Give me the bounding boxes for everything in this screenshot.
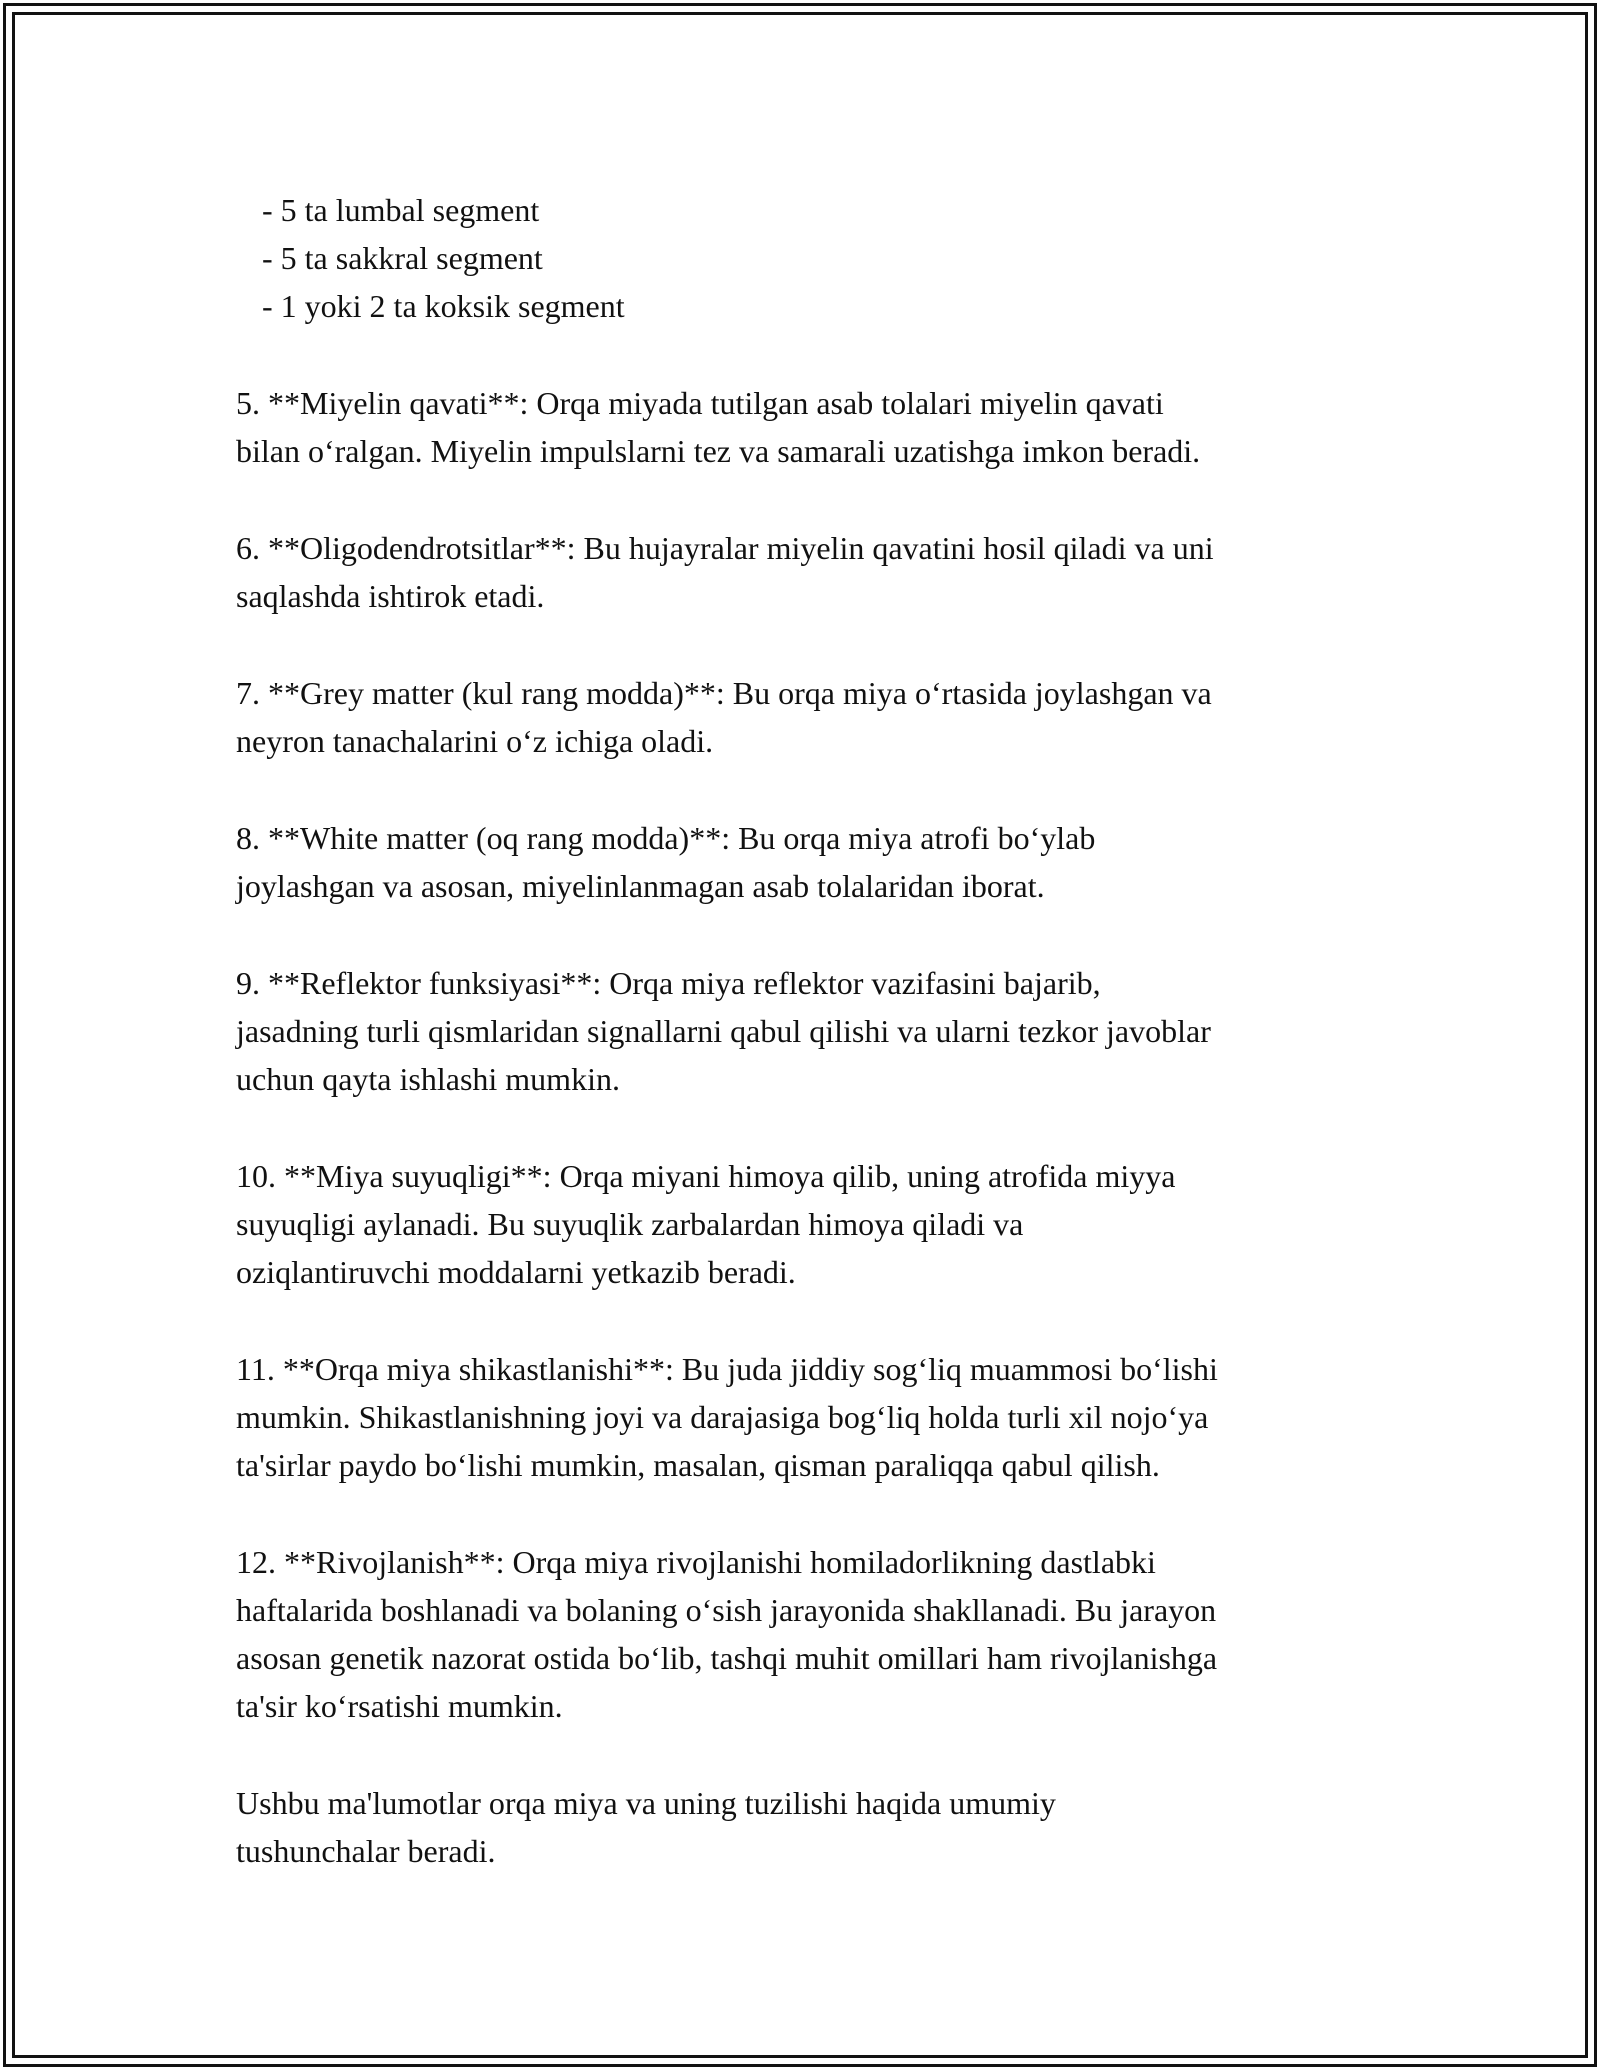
text-line: neyron tanachalarini o‘z ichiga oladi. (236, 723, 714, 759)
text-line: ta'sir ko‘rsatishi mumkin. (236, 1688, 563, 1724)
paragraph-conclusion (236, 1779, 1386, 1875)
text-line: mumkin. Shikastlanishning joyi va darajasiga bog‘liq holda turli xil nojo‘ya (236, 1399, 1209, 1435)
text-line: 5. **Miyelin qavati**: Orqa miyada tutilgan asab tolalari miyelin qavati (236, 385, 1164, 421)
paragraph-white-matter (236, 814, 1386, 910)
text-line: tushunchalar beradi. (236, 1833, 496, 1869)
text-line: ta'sirlar paydo bo‘lishi mumkin, masalan, qisman paraliqqa qabul qilish. (236, 1447, 1160, 1483)
text-line: 11. **Orqa miya shikastlanishi**: Bu juda jiddiy sog‘liq muammosi bo‘lishi (236, 1351, 1218, 1387)
paragraph-reflektor-funksiyasi (236, 959, 1386, 1103)
segment-list (236, 186, 1386, 330)
text-line: Ushbu ma'lumotlar orqa miya va uning tuzilishi haqida umumiy (236, 1785, 1056, 1821)
text-line: 8. **White matter (oq rang modda)**: Bu orqa miya atrofi bo‘ylab (236, 820, 1096, 856)
text-line: uchun qayta ishlashi mumkin. (236, 1061, 620, 1097)
paragraph-rivojlanish (236, 1538, 1386, 1730)
text-line: joylashgan va asosan, miyelinlanmagan asab tolalaridan iborat. (236, 868, 1045, 904)
paragraph-orqa-miya-shikastlanishi (236, 1345, 1386, 1489)
paragraph-miya-suyuqligi (236, 1152, 1386, 1296)
list-item: - 5 ta lumbal segment (262, 192, 540, 228)
text-line: 9. **Reflektor funksiyasi**: Orqa miya reflektor vazifasini bajarib, (236, 965, 1101, 1001)
list-item: - 1 yoki 2 ta koksik segment (262, 288, 625, 324)
list-item: - 5 ta sakkral segment (262, 240, 543, 276)
text-line: 6. **Oligodendrotsitlar**: Bu hujayralar miyelin qavatini hosil qiladi va uni (236, 530, 1214, 566)
document-body (236, 186, 1386, 1875)
text-line: 7. **Grey matter (kul rang modda)**: Bu orqa miya o‘rtasida joylashgan va (236, 675, 1212, 711)
paragraph-miyelin-qavati (236, 379, 1386, 475)
paragraph-grey-matter (236, 669, 1386, 765)
text-line: suyuqligi aylanadi. Bu suyuqlik zarbalardan himoya qiladi va (236, 1206, 1024, 1242)
paragraph-oligodendrotsitlar (236, 524, 1386, 620)
text-line: asosan genetik nazorat ostida bo‘lib, tashqi muhit omillari ham rivojlanishga (236, 1640, 1218, 1676)
text-line: saqlashda ishtirok etadi. (236, 578, 545, 614)
text-line: haftalarida boshlanadi va bolaning o‘sish jarayonida shakllanadi. Bu jarayon (236, 1592, 1217, 1628)
text-line: bilan o‘ralgan. Miyelin impulslarni tez va samarali uzatishga imkon beradi. (236, 433, 1201, 469)
text-line: 10. **Miya suyuqligi**: Orqa miyani himoya qilib, uning atrofida miyya (236, 1158, 1176, 1194)
text-line: jasadning turli qismlaridan signallarni qabul qilishi va ularni tezkor javoblar (236, 1013, 1211, 1049)
text-line: oziqlantiruvchi moddalarni yetkazib beradi. (236, 1254, 796, 1290)
text-line: 12. **Rivojlanish**: Orqa miya rivojlanishi homiladorlikning dastlabki (236, 1544, 1156, 1580)
